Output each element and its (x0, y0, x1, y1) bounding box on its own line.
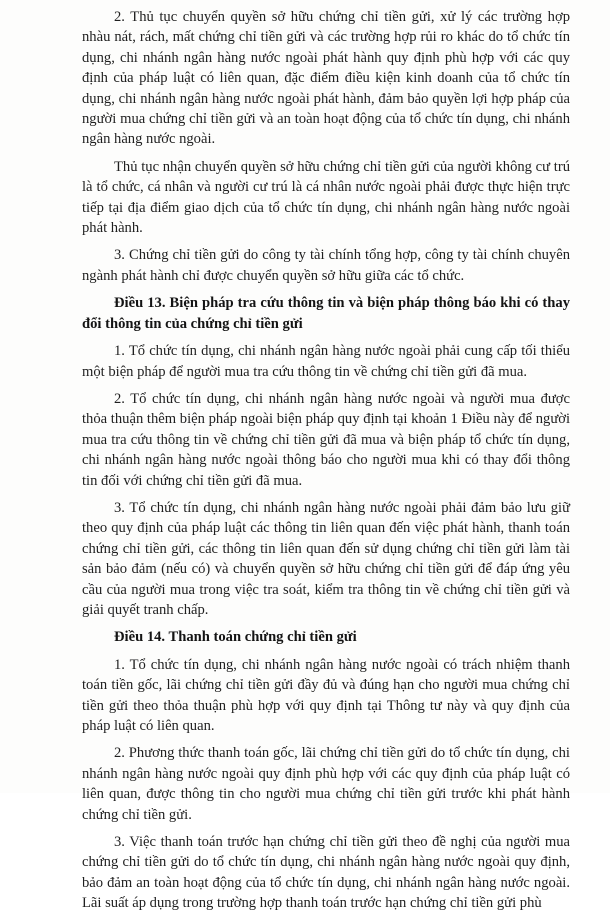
article-14-heading (82, 627, 570, 647)
article-13-number: Điều 13. (114, 295, 166, 312)
article-13-heading (82, 293, 570, 334)
clause-12-2: 2. Thủ tục chuyển quyền sở hữu chứng chỉ tiền gửi, xử lý các trường hợp nhàu nát, rách, mất chứng chỉ tiền gửi và các trường hợp rủi ro khác do tổ chức tín dụng, chi nhánh ngân hàng nước ngoài phát hành quy định phù hợp với các quy định của pháp luật có liên quan, đặc điểm điều kiện kinh doanh của tổ chức tín dụng, chi nhánh ngân hàng nước ngoài phát hành, đảm bảo quyền lợi hợp pháp của người mua chứng chỉ tiền gửi và an toàn hoạt động của tổ chức tín dụng, chi nhánh ngân hàng nước ngoài. (82, 9, 570, 148)
clause-14-3: 3. Việc thanh toán trước hạn chứng chỉ tiền gửi theo đề nghị của người mua chứng chỉ tiền gửi do tổ chức tín dụng, chi nhánh ngân hàng nước ngoài quy định, bảo đảm an toàn hoạt động của tổ chức tín dụng, chi nhánh ngân hàng nước ngoài. Lãi suất áp dụng trong trường hợp thanh toán trước hạn chứng chỉ tiền gửi phù (82, 834, 570, 912)
clause-12-2-nonresident: Thủ tục nhận chuyển quyền sở hữu chứng chỉ tiền gửi của người không cư trú là tổ chức, cá nhân và người cư trú là cá nhân nước ngoài phải được thực hiện trực tiếp tại địa điểm giao dịch của tổ chức tín dụng, chi nhánh ngân hàng nước ngoài phát hành. (82, 158, 570, 237)
clause-14-1: 1. Tổ chức tín dụng, chi nhánh ngân hàng nước ngoài có trách nhiệm thanh toán tiền gốc, lãi chứng chỉ tiền gửi đầy đủ và đúng hạn cho người mua chứng chỉ tiền gửi theo thỏa thuận phù hợp với quy định tại Thông tư này và quy định của pháp luật có liên quan. (82, 656, 570, 734)
article-13-title: Biện pháp tra cứu thông tin và biện pháp thông báo khi có thay đổi thông tin của chứng chỉ tiền gửi (82, 295, 570, 332)
clause-13-3: 3. Tổ chức tín dụng, chi nhánh ngân hàng nước ngoài phải đảm bảo lưu giữ theo quy định của pháp luật các thông tin liên quan đến việc phát hành, thanh toán chứng chỉ tiền gửi, các thông tin liên quan đến sử dụng chứng chỉ tiền gửi làm tài sản bảo đảm (nếu có) và chuyển quyền sở hữu chứng chỉ tiền gửi để đáp ứng yêu cầu của người mua trong việc tra soát, kiểm tra thông tin về chứng chỉ tiền gửi và giải quyết tranh chấp. (82, 499, 570, 618)
document-body (82, 7, 570, 921)
article-14-title: Thanh toán chứng chỉ tiền gửi (168, 629, 357, 646)
article-14-number: Điều 14. (114, 629, 166, 646)
clause-13-2: 2. Tổ chức tín dụng, chi nhánh ngân hàng nước ngoài và người mua được thỏa thuận thêm biện pháp ngoài biện pháp quy định tại khoản 1 Điều này để người mua tra cứu thông tin về chứng chỉ tiền gửi đã mua và biện pháp tổ chức tín dụng, chi nhánh ngân hàng nước ngoài thông báo cho người mua khi có thay đổi thông tin đối với chứng chỉ tiền gửi đã mua. (82, 390, 570, 489)
clause-12-3: 3. Chứng chỉ tiền gửi do công ty tài chính tổng hợp, công ty tài chính chuyên ngành phát hành chỉ được chuyển quyền sở hữu giữa các tổ chức. (82, 247, 570, 284)
clause-14-2: 2. Phương thức thanh toán gốc, lãi chứng chỉ tiền gửi do tổ chức tín dụng, chi nhánh ngân hàng nước ngoài quy định phù hợp với các quy định của pháp luật có liên quan, được thông tin cho người mua chứng chỉ tiền gửi trước khi phát hành chứng chỉ tiền gửi. (82, 745, 570, 823)
clause-13-1: 1. Tổ chức tín dụng, chi nhánh ngân hàng nước ngoài phải cung cấp tối thiểu một biện pháp để người mua tra cứu thông tin về chứng chỉ tiền gửi đã mua. (82, 343, 570, 380)
